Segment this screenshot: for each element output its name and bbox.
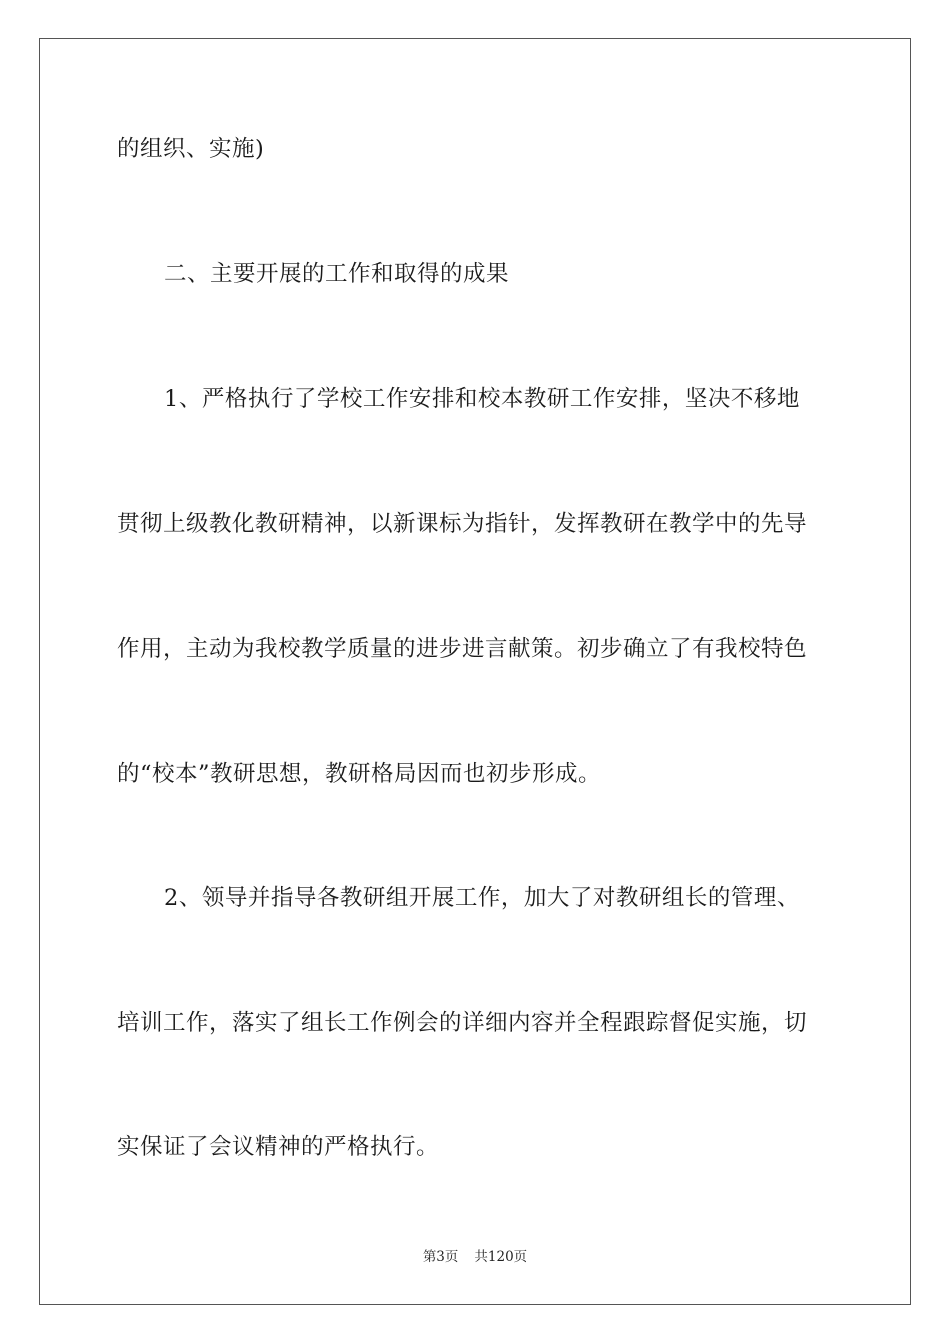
paragraph-2-line-1: 2、领导并指导各教研组开展工作，加大了对教研组长的管理、 bbox=[164, 885, 800, 911]
paragraph-1-line-3: 作用，主动为我校教学质量的进步进言献策。初步确立了有我校特色 bbox=[117, 636, 808, 662]
paragraph-2-line-2: 培训工作，落实了组长工作例会的详细内容并全程跟踪督促实施，切 bbox=[117, 1010, 808, 1036]
paragraph-2-line-3: 实保证了会议精神的严格执行。 bbox=[117, 1134, 440, 1160]
section-heading: 二、主要开展的工作和取得的成果 bbox=[164, 261, 510, 287]
text-line-1: 的组织、实施) bbox=[117, 136, 265, 162]
paragraph-1-line-1: 1、严格执行了学校工作安排和校本教研工作安排，坚决不移地 bbox=[164, 386, 800, 412]
page-frame bbox=[39, 38, 911, 1305]
page-number: 第3页 bbox=[422, 1249, 459, 1265]
total-pages: 共120页 bbox=[474, 1249, 528, 1265]
page-footer bbox=[0, 1248, 950, 1266]
paragraph-1-line-4: 的“校本”教研思想，教研格局因而也初步形成。 bbox=[117, 761, 602, 787]
paragraph-1-line-2: 贯彻上级教化教研精神，以新课标为指针，发挥教研在教学中的先导 bbox=[117, 511, 808, 537]
